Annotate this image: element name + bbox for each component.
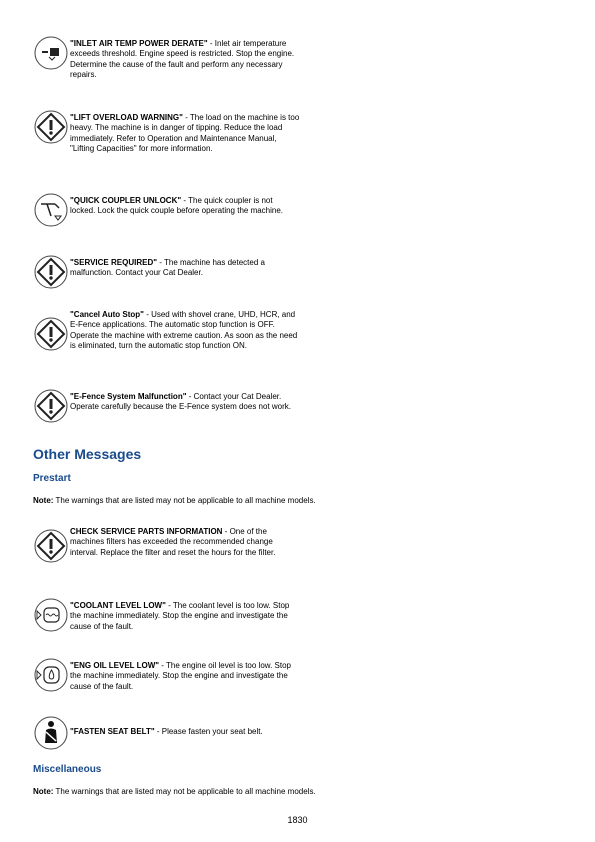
- message-body: - The quick coupler is not locked. Lock the quick couple before operating the machine.: [70, 196, 284, 216]
- page-number: 1830: [287, 815, 308, 825]
- message-title: "SERVICE REQUIRED": [70, 258, 158, 267]
- note-miscellaneous: [33, 787, 316, 796]
- message-title: "Cancel Auto Stop": [70, 310, 144, 319]
- subsection-heading-prestart: Prestart: [33, 473, 71, 484]
- note-prestart: [33, 496, 316, 505]
- coolant-level-icon: [33, 597, 69, 633]
- message-body: - Inlet air temperature exceeds threshold. Engine speed is restricted. Stop the engine. Determine the cause of the fault and perform any necessary repairs.: [70, 39, 295, 80]
- message-title: CHECK SERVICE PARTS INFORMATION: [70, 527, 223, 536]
- note-label: Note:: [33, 787, 54, 796]
- message-title: "INLET AIR TEMP POWER DERATE": [70, 39, 208, 48]
- note-label: Note:: [33, 496, 54, 505]
- warning-icon: [33, 528, 69, 564]
- message-body: - The engine oil level is too low. Stop the machine immediately. Stop the engine and investigate the cause of the fault.: [70, 661, 292, 691]
- warning-icon: [33, 109, 69, 145]
- section-heading-other-messages: Other Messages: [33, 446, 142, 462]
- message-body: - One of the machines filters has exceeded the recommended change interval. Replace the filter and reset the hours for the filter.: [70, 527, 276, 557]
- message-title: "ENG OIL LEVEL LOW": [70, 661, 160, 670]
- message-title: "FASTEN SEAT BELT": [70, 727, 155, 736]
- warning-icon: [33, 316, 69, 352]
- quick-coupler-icon: [33, 192, 69, 228]
- message-title: "COOLANT LEVEL LOW": [70, 601, 166, 610]
- message-title: "E-Fence System Malfunction": [70, 392, 187, 401]
- engine-oil-icon: [33, 657, 69, 693]
- message-body: - The load on the machine is too heavy. The machine is in danger of tipping. Reduce the load immediately. Refer to Operation and Maintenance Manual, "Lifting Capacities" for more information.: [70, 113, 300, 154]
- inlet-air-temp-icon: [33, 35, 69, 71]
- message-body: - Contact your Cat Dealer. Operate carefully because the E-Fence system does not work.: [70, 392, 291, 412]
- warning-icon: [33, 254, 69, 290]
- message-body: - The machine has detected a malfunction. Contact your Cat Dealer.: [70, 258, 265, 278]
- message-body: - Please fasten your seat belt.: [154, 727, 263, 736]
- message-body: - The coolant level is too low. Stop the machine immediately. Stop the engine and investigate the cause of the fault.: [70, 601, 290, 631]
- seat-belt-icon: [33, 715, 69, 751]
- note-text: The warnings that are listed may not be applicable to all machine models.: [53, 787, 316, 796]
- subsection-heading-miscellaneous: Miscellaneous: [33, 764, 102, 775]
- warning-icon: [33, 388, 69, 424]
- message-body: - Used with shovel crane, UHD, HCR, and E-Fence applications. The automatic stop function is OFF. Operate the machine with extreme caution. As soon as the need is eliminated, turn the automatic stop function ON.: [70, 310, 298, 351]
- message-title: "LIFT OVERLOAD WARNING": [70, 113, 183, 122]
- note-text: The warnings that are listed may not be applicable to all machine models.: [53, 496, 316, 505]
- message-title: "QUICK COUPLER UNLOCK": [70, 196, 182, 205]
